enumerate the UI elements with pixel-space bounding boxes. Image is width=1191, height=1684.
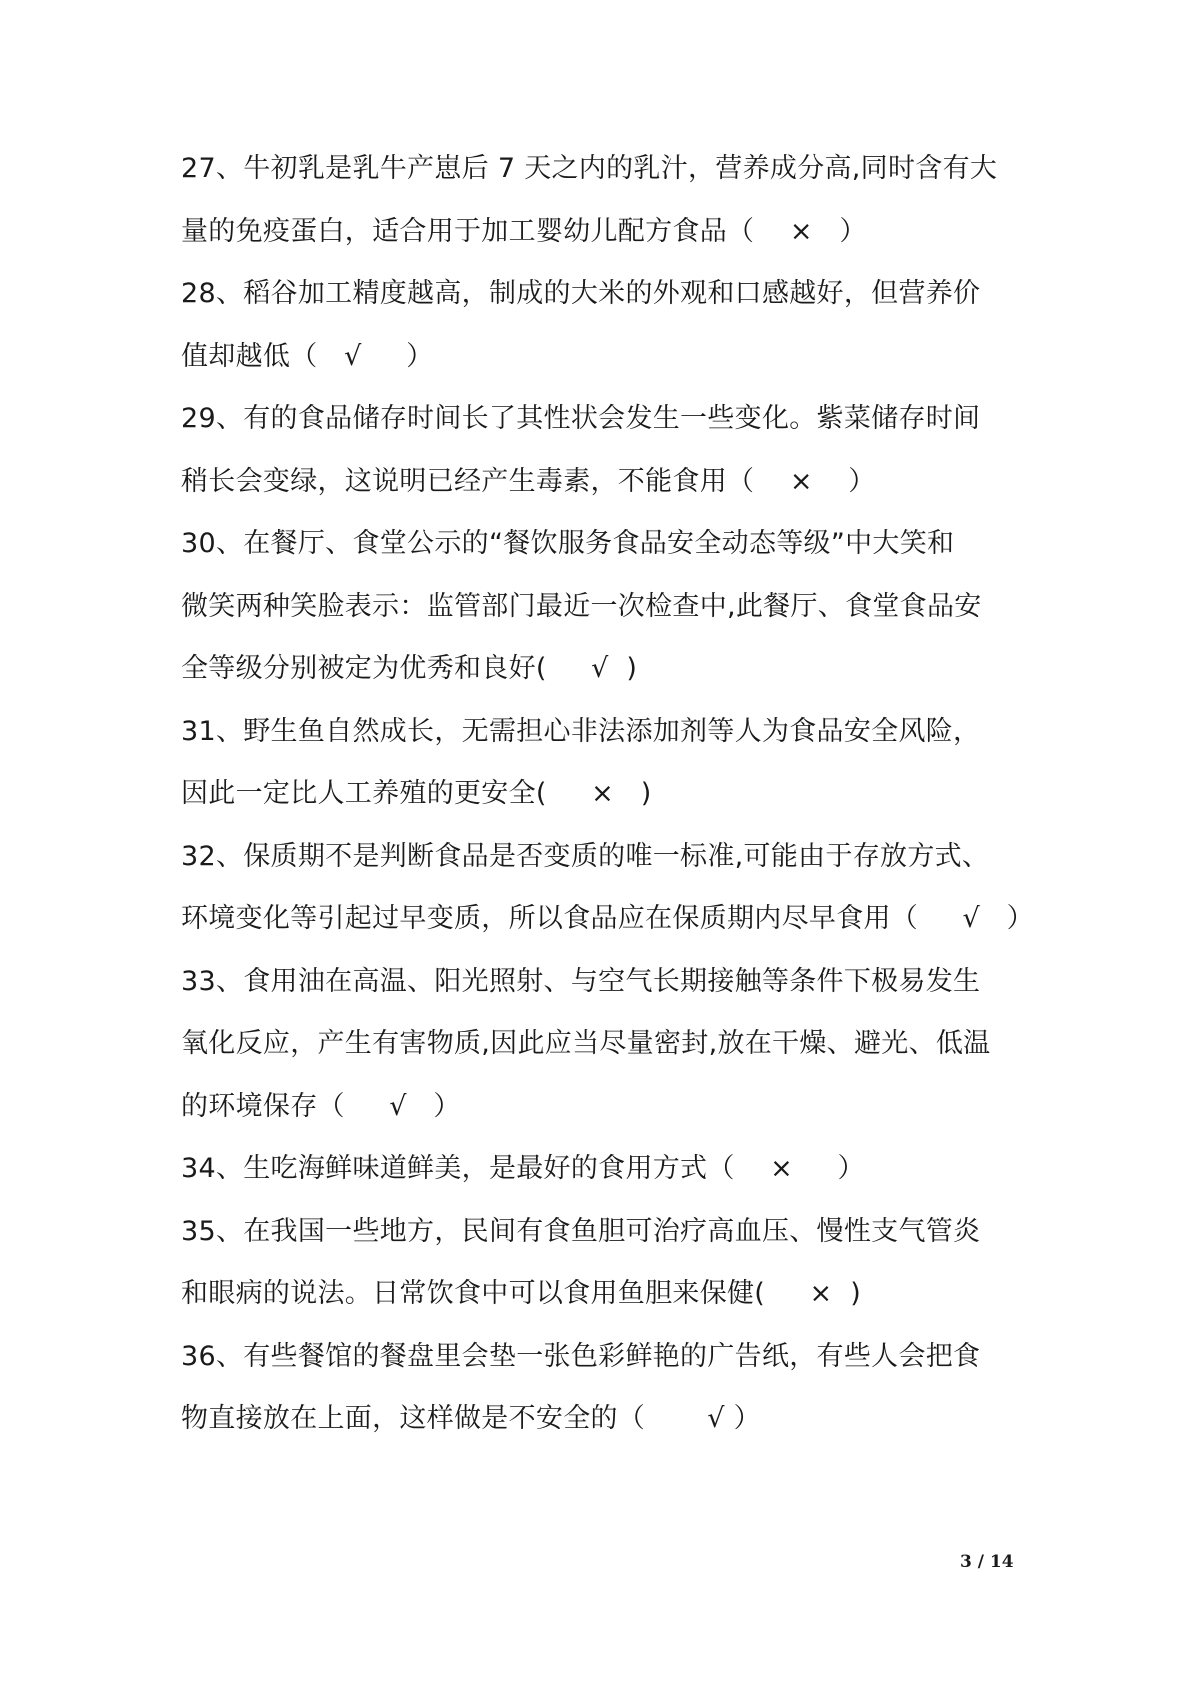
question-30	[181, 513, 1031, 701]
question-line: 全等级分别被定为优秀和良好( √ )	[181, 653, 638, 684]
question-line: 氧化反应，产生有害物质,因此应当尽量密封,放在干燥、避光、低温	[181, 1028, 991, 1059]
question-line: 的环境保存（ √ ）	[181, 1090, 461, 1122]
question-line: 27、牛初乳是乳牛产崽后 7 天之内的乳汁，营养成分高,同时含有大	[181, 153, 998, 184]
question-line: 36、有些餐馆的餐盘里会垫一张色彩鲜艳的广告纸，有些人会把食	[181, 1340, 981, 1372]
question-line: 物直接放在上面，这样做是不安全的（ √ ）	[181, 1403, 761, 1434]
question-line: 32、保质期不是判断食品是否变质的唯一标准,可能由于存放方式、	[181, 840, 990, 872]
question-35	[181, 1201, 1031, 1326]
question-28	[181, 263, 1031, 388]
question-line: 量的免疫蛋白，适合用于加工婴幼儿配方食品（ × ）	[181, 215, 867, 247]
question-line: 29、有的食品储存时间长了其性状会发生一些变化。紫菜储存时间	[181, 403, 981, 434]
question-line: 30、在餐厅、食堂公示的“餐饮服务食品安全动态等级”中大笑和	[181, 528, 955, 559]
question-line: 34、生吃海鲜味道鲜美，是最好的食用方式（ × ）	[181, 1153, 865, 1184]
question-line: 31、野生鱼自然成长，无需担心非法添加剂等人为食品安全风险，	[181, 715, 981, 747]
page-number: 3 / 14	[960, 1552, 1014, 1572]
question-line: 稍长会变绿，这说明已经产生毒素，不能食用（ × ）	[181, 465, 876, 497]
question-32	[181, 826, 1034, 951]
question-line: 值却越低（ √ ）	[181, 340, 434, 372]
question-line: 28、稻谷加工精度越高，制成的大米的外观和口感越好，但营养价	[181, 278, 981, 309]
question-33	[181, 951, 1031, 1139]
question-31	[181, 701, 1031, 826]
question-line: 环境变化等引起过早变质，所以食品应在保质期内尽早食用（ √ ）	[181, 903, 1034, 934]
question-line: 33、食用油在高温、阳光照射、与空气长期接触等条件下极易发生	[181, 965, 981, 997]
question-36	[181, 1326, 1031, 1451]
question-line: 微笑两种笑脸表示：监管部门最近一次检查中,此餐厅、食堂食品安	[181, 590, 982, 622]
question-34	[181, 1138, 1031, 1201]
document-body	[181, 138, 1034, 1451]
question-line: 和眼病的说法。日常饮食中可以食用鱼胆来保健( × )	[181, 1278, 862, 1309]
question-29	[181, 388, 1031, 513]
question-27	[181, 138, 1031, 263]
question-line: 因此一定比人工养殖的更安全( × )	[181, 778, 652, 809]
question-line: 35、在我国一些地方，民间有食鱼胆可治疗高血压、慢性支气管炎	[181, 1215, 981, 1247]
